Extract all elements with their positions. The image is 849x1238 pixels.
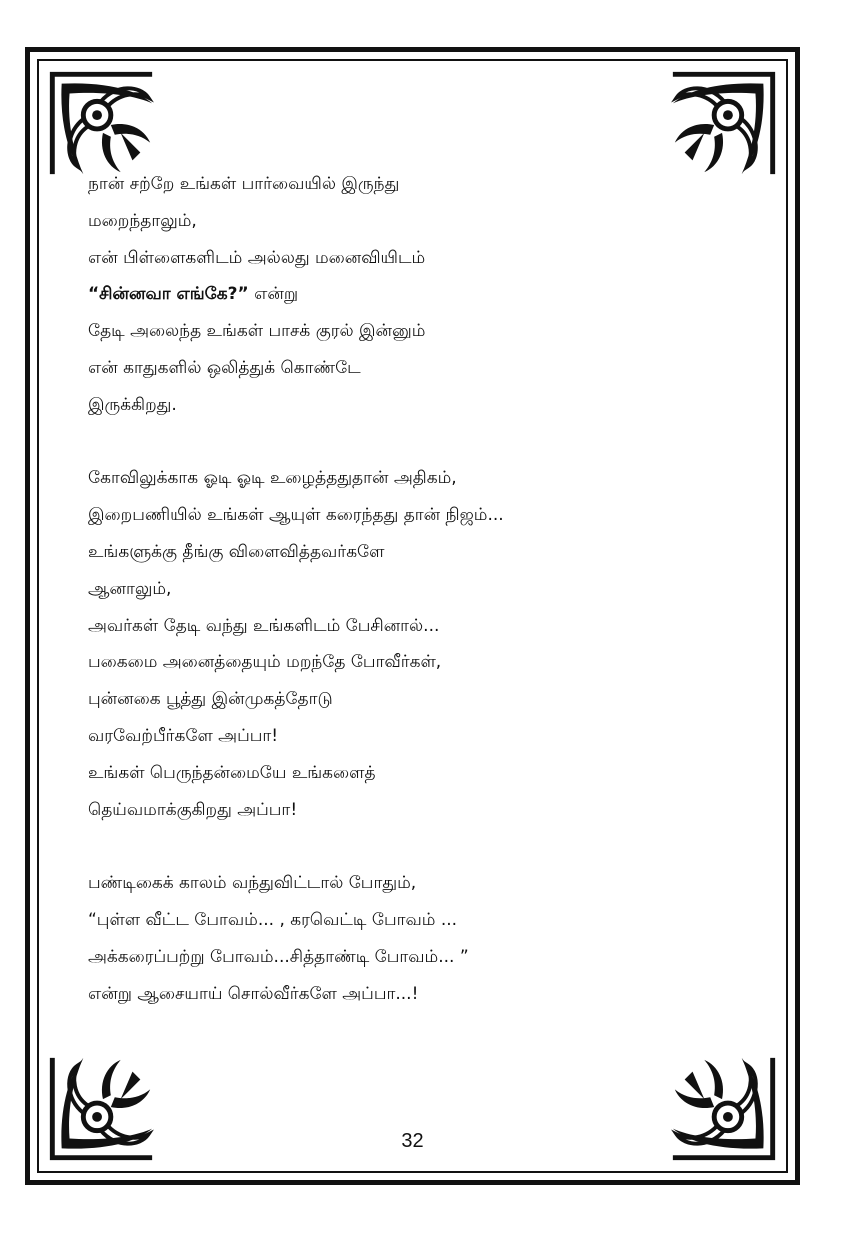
poem-line: அக்கரைப்பற்று போவம்...சித்தாண்டி போவம்... ” (88, 946, 469, 967)
poem-line: கோவிலுக்காக ஓடி ஓடி உழைத்ததுதான் அதிகம், (88, 468, 457, 489)
corner-ornament-top-right-icon (665, 64, 783, 182)
poem-line: பண்டிகைக் காலம் வந்துவிட்டால் போதும், (88, 873, 417, 894)
stanza-gap (88, 828, 728, 865)
stanza-1 (88, 166, 728, 424)
poem-line: பகைமை அனைத்தையும் மறந்தே போவீர்கள், (88, 652, 442, 673)
poem-line: என்று ஆசையாய் சொல்வீர்களே அப்பா...! (88, 983, 419, 1004)
poem-line: என் பிள்ளைகளிடம் அல்லது மனைவியிடம் (88, 247, 426, 268)
poem-line: “புள்ள வீட்ட போவம்... , கரவெட்டி போவம் ... (88, 909, 458, 930)
poem-line: ஆனாலும், (88, 578, 172, 599)
stanza-2 (88, 460, 728, 828)
corner-ornament-top-left-icon (42, 64, 160, 182)
quoted-question: “சின்னவா எங்கே?” (88, 284, 249, 305)
poem-line: என் காதுகளில் ஒலித்துக் கொண்டே (88, 357, 361, 378)
poem-line: இருக்கிறது. (88, 394, 177, 415)
poem-line: அவர்கள் தேடி வந்து உங்களிடம் பேசினால்... (88, 615, 440, 636)
poem-line (88, 276, 728, 313)
poem-line: இறைபணியில் உங்கள் ஆயுள் கரைந்தது தான் நிஜம்... (88, 505, 504, 526)
poem-line: தேடி அலைந்த உங்கள் பாசக் குரல் இன்னும் (88, 321, 426, 342)
page-number: 32 (401, 1130, 424, 1152)
poem-line: வரவேற்பீர்களே அப்பா! (88, 725, 279, 746)
poem-line: புன்னகை பூத்து இன்முகத்தோடு (88, 689, 333, 710)
poem-line: தெய்வமாக்குகிறது அப்பா! (88, 799, 298, 820)
stanza-gap (88, 424, 728, 461)
poem-line: உங்கள் பெருந்தன்மையே உங்களைத் (88, 762, 376, 783)
poem-line: உங்களுக்கு தீங்கு விளைவித்தவர்களே (88, 541, 385, 562)
poem-line: நான் சற்றே உங்கள் பார்வையில் இருந்து (88, 174, 400, 194)
poem-line-rest: என்று (248, 284, 299, 305)
poem-body (88, 166, 728, 1012)
poem-line: மறைந்தாலும், (88, 210, 197, 231)
stanza-3 (88, 865, 728, 1012)
